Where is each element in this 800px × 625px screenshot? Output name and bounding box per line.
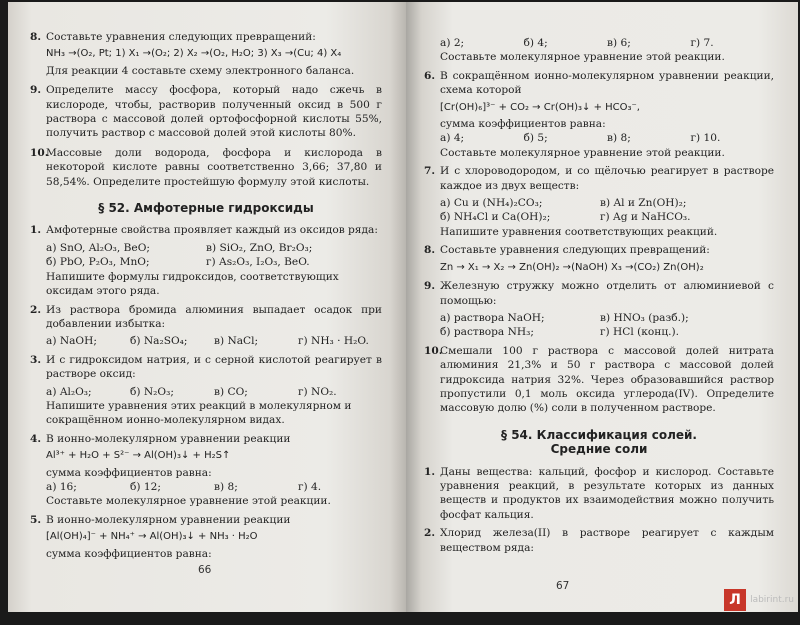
answer-options: [424, 36, 774, 50]
exercise-9: [424, 279, 774, 308]
exercise-number: 8.: [30, 31, 42, 43]
watermark-text: labirint.ru: [750, 595, 794, 605]
exercise-number: 7.: [424, 165, 436, 178]
option-a: а) SnO, Al₂O₃, BeO;: [46, 241, 150, 254]
exercise-text: Смешали 100 г раствора с массовой долей нитрата алюминия 21,3% и 50 г раствора с массовой долей гидроксида натрия 32%. Через образовавшийся раствор пропустили 0,1 моль оксида углерода(IV). Определите массовую долю (%) соли в полученном растворе.: [440, 344, 774, 415]
option-g: г) NH₃ · H₂O.: [298, 335, 369, 348]
labirint-logo-icon: Л: [724, 589, 746, 611]
exercise-text: В ионно-молекулярном уравнении реакции: [46, 513, 291, 526]
exercise-number: 8.: [424, 244, 436, 257]
answer-options: [30, 385, 382, 399]
exercise-2: [30, 303, 382, 332]
option-b: б) Na₂SO₄;: [130, 335, 188, 348]
option-v: в) SiO₂, ZnO, Br₂O₃;: [206, 241, 313, 254]
option-b: б) PbO, P₂O₃, MnO;: [46, 256, 150, 269]
exercise-number: 9.: [424, 280, 436, 293]
page-number: 67: [556, 580, 570, 592]
answer-options: [30, 480, 382, 494]
ionic-equation: [Cr(OH)₆]³⁻ + CO₂ → Cr(OH)₃↓ + HCO₃⁻,: [440, 101, 640, 113]
exercise-text: Из раствора бромида алюминия выпадает осадок при добавлении избытка:: [46, 303, 382, 330]
exercise-text: В сокращённом ионно-молекулярном уравнении реакции, схема которой: [440, 69, 774, 97]
answer-options: [424, 210, 774, 224]
option-a: а) Cu и (NH₄)₂CO₃;: [440, 197, 543, 210]
answer-options: [424, 325, 774, 339]
exercise-prompt: сумма коэффициентов равна:: [440, 118, 606, 131]
option-b: б) 5;: [523, 132, 548, 145]
answer-options: [424, 131, 774, 145]
section-subtitle: Средние соли: [550, 442, 648, 457]
exercise-text: Массовые доли водорода, фосфора и кислорода в некоторой кислоте равны соответственно 3,66; 37,80 и 58,54%. Определите простейшую формулу этой кислоты.: [46, 146, 382, 188]
exercise-8: [424, 243, 774, 257]
exercise-10: [424, 344, 774, 416]
exercise-number: 9.: [30, 84, 42, 97]
option-v: в) 6;: [607, 37, 631, 49]
option-a: а) 16;: [46, 480, 77, 493]
section-heading: § 52. Амфотерные гидроксиды: [98, 201, 314, 216]
option-g: г) 4.: [298, 480, 322, 493]
option-g: г) 10.: [690, 132, 721, 145]
reaction-scheme: Zn → X₁ → X₂ → Zn(OH)₂ →(NaOH) X₃ →(CO₂) Zn(OH)₂: [440, 261, 704, 273]
exercise-8: [30, 30, 382, 44]
exercise-text: Даны вещества: кальций, фосфор и кислород. Составьте уравнения реакций, в результате которых из данных веществ и продуктов их взаимодействия можно получить фосфат кальция.: [440, 465, 774, 521]
exercise-text: В ионно-молекулярном уравнении реакции: [46, 432, 291, 445]
option-a: а) 4;: [440, 132, 465, 145]
exercise-6: [424, 69, 774, 98]
exercise-7: [424, 164, 774, 193]
exercise-5: [30, 513, 382, 527]
exercise-text: Составьте уравнения следующих превращений:: [440, 244, 710, 257]
exercise-number: 10.: [424, 344, 443, 357]
exercise-note: Напишите формулы гидроксидов, соответствующих оксидам этого ряда.: [46, 270, 339, 298]
exercise-prompt: сумма коэффициентов равна:: [46, 466, 212, 479]
exercise-4: [30, 432, 382, 446]
option-v: в) CO;: [214, 385, 248, 398]
exercise-text: И с гидроксидом натрия, и с серной кислотой реагирует в растворе оксид:: [46, 353, 382, 381]
exercise-10: [30, 146, 382, 189]
exercise-text: Хлорид железа(II) в растворе реагирует с каждым веществом ряда:: [440, 527, 774, 554]
ionic-equation: Al³⁺ + H₂O + S²⁻ → Al(OH)₃↓ + H₂S↑: [46, 450, 231, 462]
left-page: [8, 2, 406, 612]
exercise-number: 1.: [424, 465, 436, 478]
exercise-note: Составьте молекулярное уравнение этой реакции.: [46, 495, 331, 508]
option-b: б) 4;: [523, 37, 548, 49]
exercise-note: Составьте молекулярное уравнение этой реакции.: [440, 146, 725, 159]
exercise-text: Составьте уравнения следующих превращений:: [46, 31, 316, 43]
option-b: б) раствора NH₃;: [440, 326, 534, 339]
exercise-note: Составьте молекулярное уравнение этой реакции.: [440, 51, 725, 64]
answer-options: [30, 241, 382, 255]
reaction-scheme: NH₃ →(O₂, Pt; 1) X₁ →(O₂; 2) X₂ →(O₂, H₂O; 3) X₃ →(Cu; 4) X₄: [46, 48, 342, 60]
option-v: в) Al и Zn(OH)₂;: [600, 197, 687, 210]
exercise-number: 3.: [30, 353, 42, 366]
option-a: а) 2;: [440, 37, 465, 49]
option-v: в) 8;: [214, 480, 238, 493]
exercise-number: 1.: [30, 224, 42, 237]
exercise-2: [424, 526, 774, 555]
exercise-prompt: сумма коэффициентов равна:: [46, 547, 212, 560]
section-title: § 54. Классификация солей.: [501, 427, 697, 442]
option-a: а) NaOH;: [46, 335, 97, 348]
exercise-1: [424, 465, 774, 523]
open-book: [8, 2, 798, 622]
section-heading: [424, 428, 774, 457]
exercise-note: Напишите уравнения соответствующих реакций.: [440, 225, 718, 238]
right-page: [406, 2, 798, 612]
option-b: б) NH₄Cl и Ca(OH)₂;: [440, 211, 551, 224]
option-g: г) As₂O₃, I₂O₃, BeO.: [206, 256, 310, 269]
answer-options: [30, 255, 382, 269]
exercise-text: Железную стружку можно отделить от алюминиевой с помощью:: [440, 280, 774, 307]
exercise-text: Амфотерные свойства проявляет каждый из оксидов ряда:: [46, 224, 378, 237]
exercise-text: И с хлороводородом, и со щёлочью реагирует в растворе каждое из двух веществ:: [440, 165, 774, 192]
exercise-number: 2.: [424, 527, 436, 540]
option-v: в) 8;: [607, 132, 631, 145]
option-a: а) раствора NaOH;: [440, 311, 545, 324]
option-b: б) N₂O₃;: [130, 385, 174, 398]
exercise-1: [30, 223, 382, 237]
left-page-content: [30, 30, 382, 561]
option-v: в) NaCl;: [214, 335, 259, 348]
exercise-text: Определите массу фосфора, который надо сжечь в кислороде, чтобы, растворив полученный оксид в 500 г раствора с массовой долей ортофосфорной кислоты 55%, получить раствор с массовой долей этой кислоты 80%.: [46, 84, 382, 140]
option-g: г) HCl (конц.).: [600, 326, 680, 339]
ionic-equation: [Al(OH)₄]⁻ + NH₄⁺ → Al(OH)₃↓ + NH₃ · H₂O: [46, 531, 258, 543]
answer-options: [424, 196, 774, 210]
exercise-3: [30, 353, 382, 382]
exercise-note: Напишите уравнения этих реакций в молекулярном и сокращённом ионно-молекулярном видах.: [46, 399, 352, 427]
option-g: г) NO₂.: [298, 385, 337, 398]
exercise-number: 4.: [30, 432, 42, 445]
exercise-number: 2.: [30, 303, 42, 316]
option-a: а) Al₂O₃;: [46, 385, 92, 398]
exercise-9: [30, 83, 382, 141]
right-page-content: [424, 36, 774, 558]
option-g: г) Ag и NaHCO₃.: [600, 211, 691, 224]
exercise-number: 5.: [30, 513, 42, 526]
option-v: в) HNO₃ (разб.);: [600, 311, 689, 324]
option-g: г) 7.: [690, 37, 714, 49]
exercise-number: 10.: [30, 146, 49, 159]
exercise-number: 6.: [424, 69, 436, 82]
option-b: б) 12;: [130, 480, 161, 493]
answer-options: [424, 311, 774, 325]
answer-options: [30, 334, 382, 348]
watermark: [724, 589, 794, 611]
page-number: 66: [198, 564, 212, 576]
exercise-note: Для реакции 4 составьте схему электронного баланса.: [46, 64, 355, 77]
